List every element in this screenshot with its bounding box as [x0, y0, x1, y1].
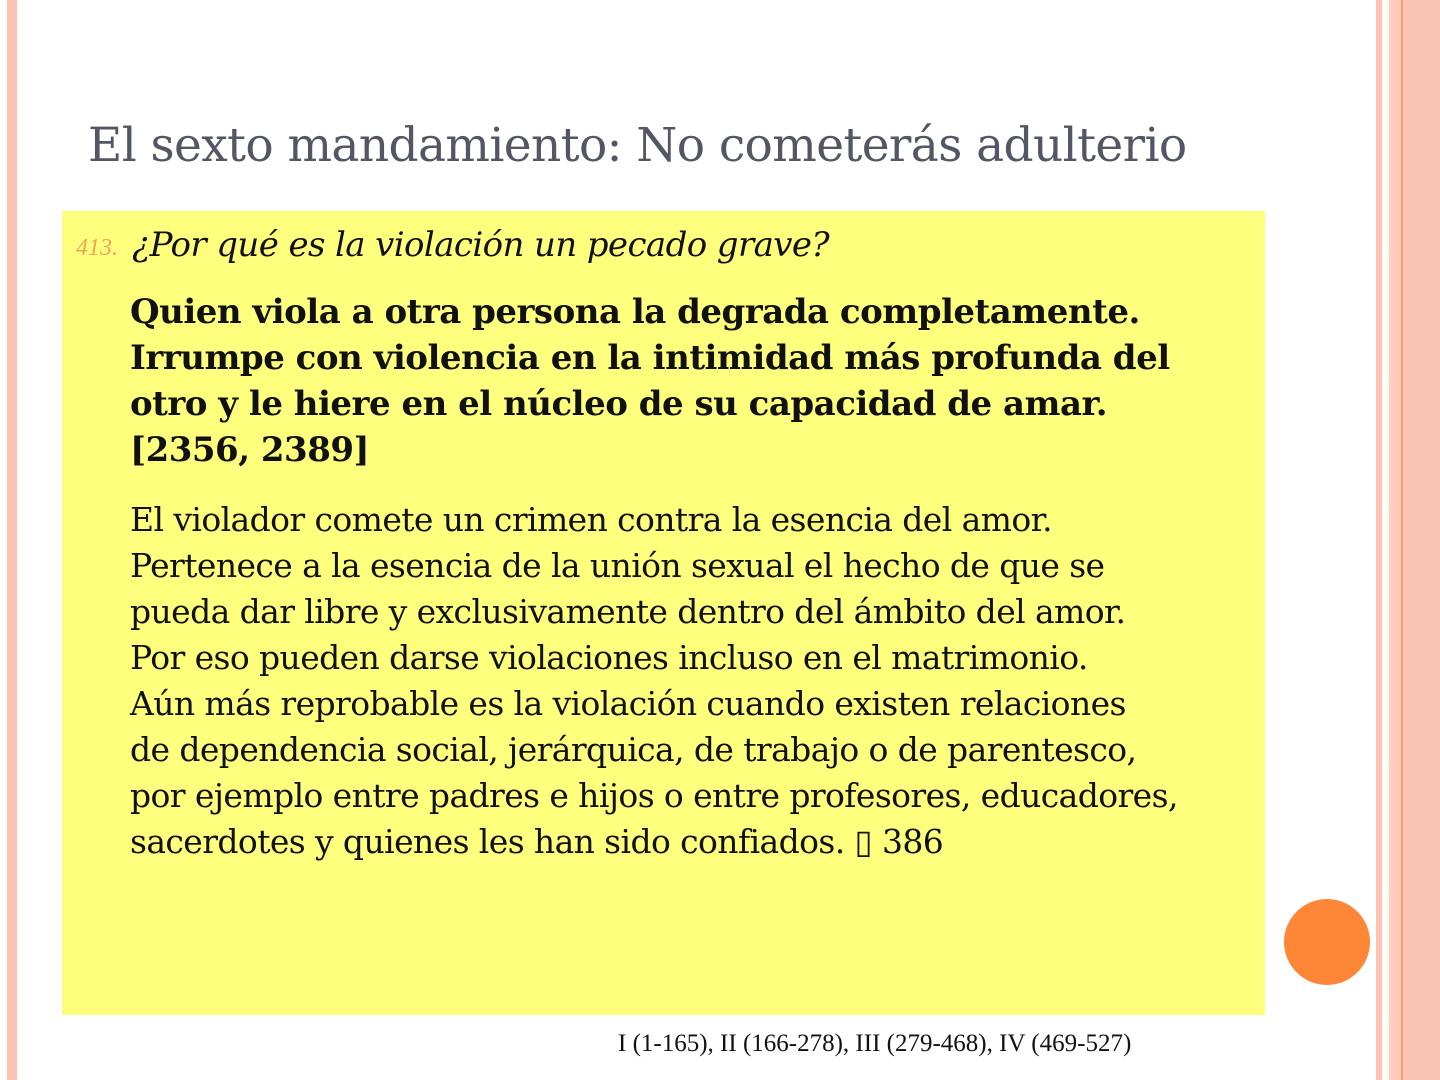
explanation-paragraph	[130, 497, 1260, 865]
answer-paragraph	[130, 289, 1260, 473]
answer-line: Irrumpe con violencia en la intimidad más profunda del	[130, 338, 1170, 378]
explanation-line: de dependencia social, jerárquica, de trabajo o de parentesco,	[130, 730, 1137, 769]
footer-reference: I (1-165), II (166-278), III (279-468), IV (469-527)	[618, 1030, 1132, 1057]
slide-title: El sexto mandamiento: No cometerás adulterio	[88, 118, 1187, 173]
left-decorative-stripe	[7, 0, 17, 1080]
explanation-line: Pertenece a la esencia de la unión sexual el hecho de que se	[130, 546, 1105, 585]
answer-line: otro y le hiere en el núcleo de su capacidad de amar.	[130, 384, 1108, 424]
question-number: 413.	[76, 235, 118, 261]
explanation-line: El violador comete un crimen contra la esencia del amor.	[130, 500, 1053, 539]
answer-line: Quien viola a otra persona la degrada completamente.	[130, 292, 1140, 332]
explanation-line: sacerdotes y quienes les han sido confiados. ▯ 386	[130, 822, 944, 861]
answer-references: [2356, 2389]	[130, 430, 370, 470]
explanation-line: Aún más reprobable es la violación cuando existen relaciones	[130, 684, 1126, 723]
orange-circle-icon	[1284, 899, 1370, 985]
explanation-line: Por eso pueden darse violaciones incluso en el matrimonio.	[130, 638, 1088, 677]
explanation-line: por ejemplo entre padres e hijos o entre profesores, educadores,	[130, 776, 1178, 815]
question-text: ¿Por qué es la violación un pecado grave?	[132, 225, 830, 265]
content-box	[62, 211, 1265, 1015]
right-decorative-stripes	[1376, 0, 1440, 1080]
explanation-line: pueda dar libre y exclusivamente dentro del ámbito del amor.	[130, 592, 1126, 631]
